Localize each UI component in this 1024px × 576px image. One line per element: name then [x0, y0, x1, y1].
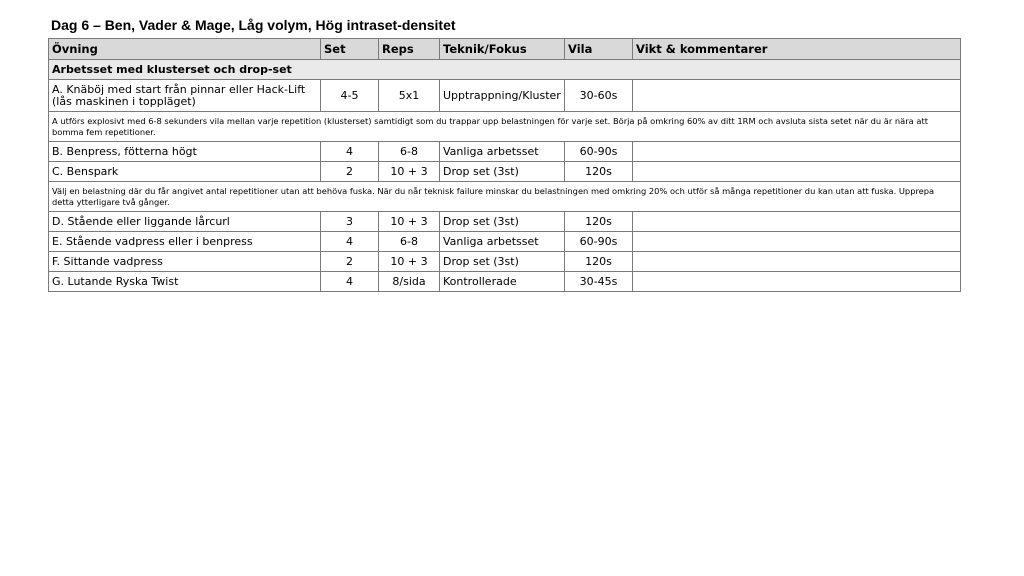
exercise-name: G. Lutande Ryska Twist: [49, 272, 321, 292]
workout-table: [48, 38, 961, 292]
rest-cell: 120s: [565, 212, 633, 232]
rest-cell: 30-45s: [565, 272, 633, 292]
table-row: [49, 232, 961, 252]
table-row: [49, 162, 961, 182]
technique-cell: Upptrappning/Kluster: [440, 80, 565, 112]
comment-cell[interactable]: [633, 272, 961, 292]
note-c: Välj en belastning där du får angivet antal repetitioner utan att behöva fuska. När du når teknisk failure minskar du belastningen med omkring 20% och utför så många repetitioner du kan utan att fuska. Upprepa detta ytterligare två gånger.: [49, 182, 961, 212]
header-rest: Vila: [565, 39, 633, 60]
page-title: Dag 6 – Ben, Vader & Mage, Låg volym, Hög intraset-densitet: [51, 17, 456, 33]
note-row: [49, 182, 961, 212]
rest-cell: 30-60s: [565, 80, 633, 112]
exercise-name: C. Benspark: [49, 162, 321, 182]
note-row: [49, 112, 961, 142]
exercise-name-line2: (lås maskinen i toppläget): [52, 94, 196, 108]
reps-cell: 10 + 3: [379, 212, 440, 232]
header-weight-comments: Vikt & kommentarer: [633, 39, 961, 60]
sets-cell: 2: [321, 162, 379, 182]
technique-cell: Drop set (3st): [440, 162, 565, 182]
header-technique: Teknik/Fokus: [440, 39, 565, 60]
exercise-name: F. Sittande vadpress: [49, 252, 321, 272]
rest-cell: 120s: [565, 252, 633, 272]
table-row: [49, 80, 961, 112]
reps-cell: 5x1: [379, 80, 440, 112]
sets-cell: 4: [321, 232, 379, 252]
technique-cell: Vanliga arbetsset: [440, 232, 565, 252]
reps-cell: 6-8: [379, 232, 440, 252]
table-row: [49, 212, 961, 232]
header-exercise: Övning: [49, 39, 321, 60]
technique-cell: Drop set (3st): [440, 252, 565, 272]
table-row: [49, 272, 961, 292]
comment-cell[interactable]: [633, 232, 961, 252]
table-header-row: [49, 39, 961, 60]
comment-cell[interactable]: [633, 212, 961, 232]
rest-cell: 60-90s: [565, 232, 633, 252]
reps-cell: 10 + 3: [379, 252, 440, 272]
note-a: A utförs explosivt med 6-8 sekunders vila mellan varje repetition (klusterset) samtidigt som du trappar upp belastningen för varje set. Börja på omkring 60% av ditt 1RM och avsluta sista setet när du är nära att bomma fem repetitioner.: [49, 112, 961, 142]
technique-cell: Drop set (3st): [440, 212, 565, 232]
sets-cell: 3: [321, 212, 379, 232]
comment-cell[interactable]: [633, 162, 961, 182]
comment-cell[interactable]: [633, 80, 961, 112]
exercise-name: D. Stående eller liggande lårcurl: [49, 212, 321, 232]
section-row: [49, 60, 961, 80]
exercise-name: [49, 80, 321, 112]
sets-cell: 4: [321, 142, 379, 162]
sets-cell: 4-5: [321, 80, 379, 112]
comment-cell[interactable]: [633, 252, 961, 272]
exercise-name-line1: A. Knäböj med start från pinnar eller Hack-Lift: [52, 82, 306, 96]
sets-cell: 4: [321, 272, 379, 292]
rest-cell: 60-90s: [565, 142, 633, 162]
header-sets: Set: [321, 39, 379, 60]
sets-cell: 2: [321, 252, 379, 272]
comment-cell[interactable]: [633, 142, 961, 162]
rest-cell: 120s: [565, 162, 633, 182]
technique-cell: Kontrollerade: [440, 272, 565, 292]
reps-cell: 6-8: [379, 142, 440, 162]
technique-cell: Vanliga arbetsset: [440, 142, 565, 162]
reps-cell: 10 + 3: [379, 162, 440, 182]
table-row: [49, 252, 961, 272]
section-label: Arbetsset med klusterset och drop-set: [49, 60, 961, 80]
reps-cell: 8/sida: [379, 272, 440, 292]
header-reps: Reps: [379, 39, 440, 60]
exercise-name: B. Benpress, fötterna högt: [49, 142, 321, 162]
table-row: [49, 142, 961, 162]
exercise-name: E. Stående vadpress eller i benpress: [49, 232, 321, 252]
